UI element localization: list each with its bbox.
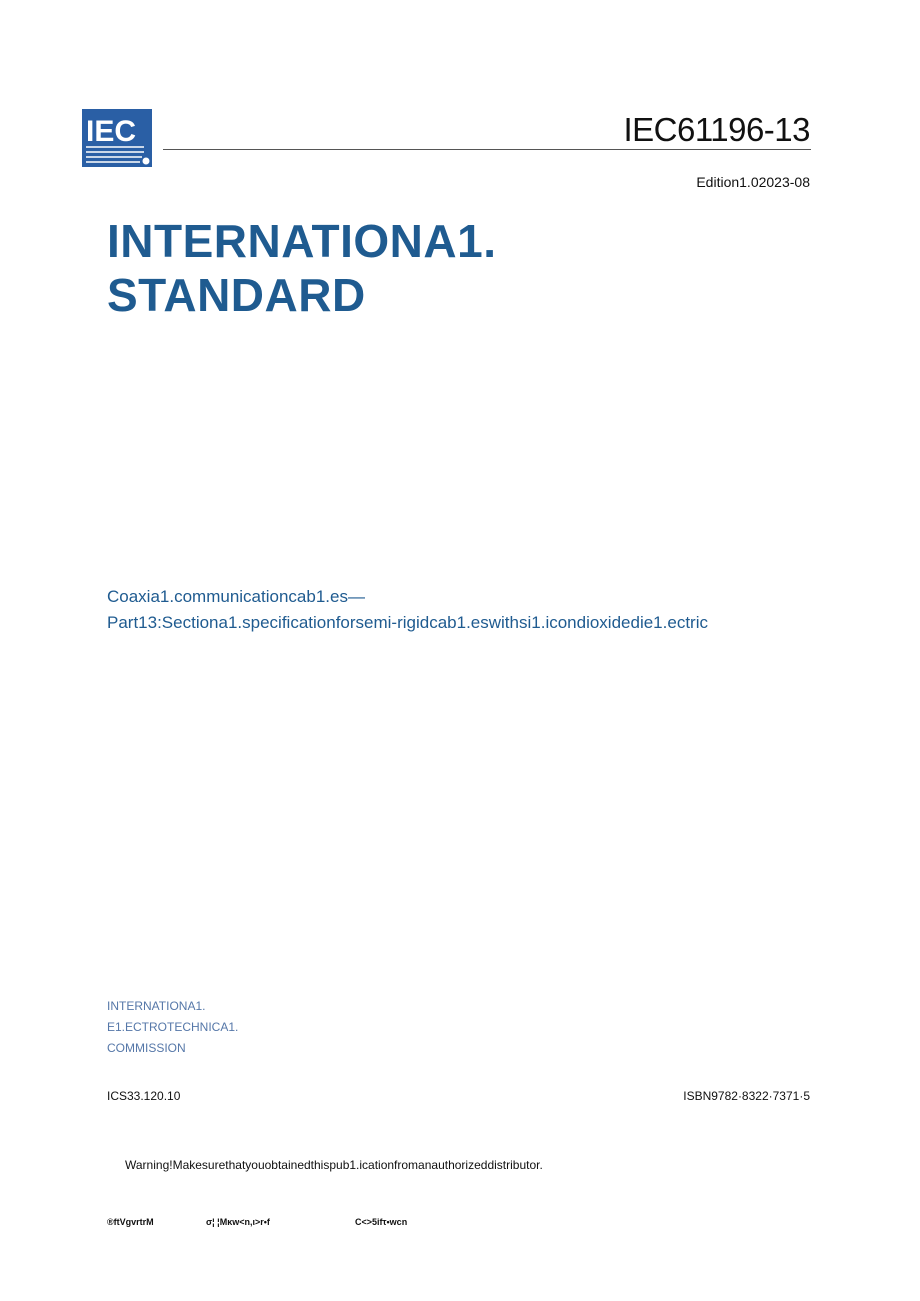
footer-mark: ®ftVgvrtrM [107, 1217, 154, 1227]
org-line2: E1.ECTROTECHNICA1. [107, 1020, 239, 1034]
footer-mark: C<>5ifτ•wcn [355, 1217, 408, 1227]
isbn-number: ISBN9782·8322·7371·5 [683, 1089, 810, 1103]
org-line1: INTERNATIONA1. [107, 999, 206, 1013]
org-line3: COMMISSION [107, 1041, 186, 1055]
edition-label: Edition1.02023-08 [696, 174, 810, 190]
document-type [107, 214, 497, 322]
distributor-warning: Warning!Makesurethatyouobtainedthispub1.icationfromanauthorizeddistributor. [125, 1158, 543, 1172]
title-line1: Coaxia1.communicationcab1.es— [107, 587, 365, 606]
standard-number: IEC61196-13 [623, 111, 810, 148]
title-line2: Part13:Sectiona1.specificationforsemi-rigidcab1.eswithsi1.icondioxidedie1.ectric [107, 613, 708, 632]
iec-logo [82, 109, 152, 167]
ics-code: ICS33.120.10 [107, 1089, 181, 1103]
header-divider [163, 149, 811, 150]
footer-mark: σ¦ ¦Mκw<n,ι>r•f [206, 1217, 270, 1227]
document-type-line1: INTERNATIONA1. [107, 215, 497, 267]
logo-text: IEC [86, 115, 137, 148]
document-title [107, 584, 708, 636]
organization-name [107, 996, 238, 1059]
document-type-line2: STANDARD [107, 269, 366, 321]
